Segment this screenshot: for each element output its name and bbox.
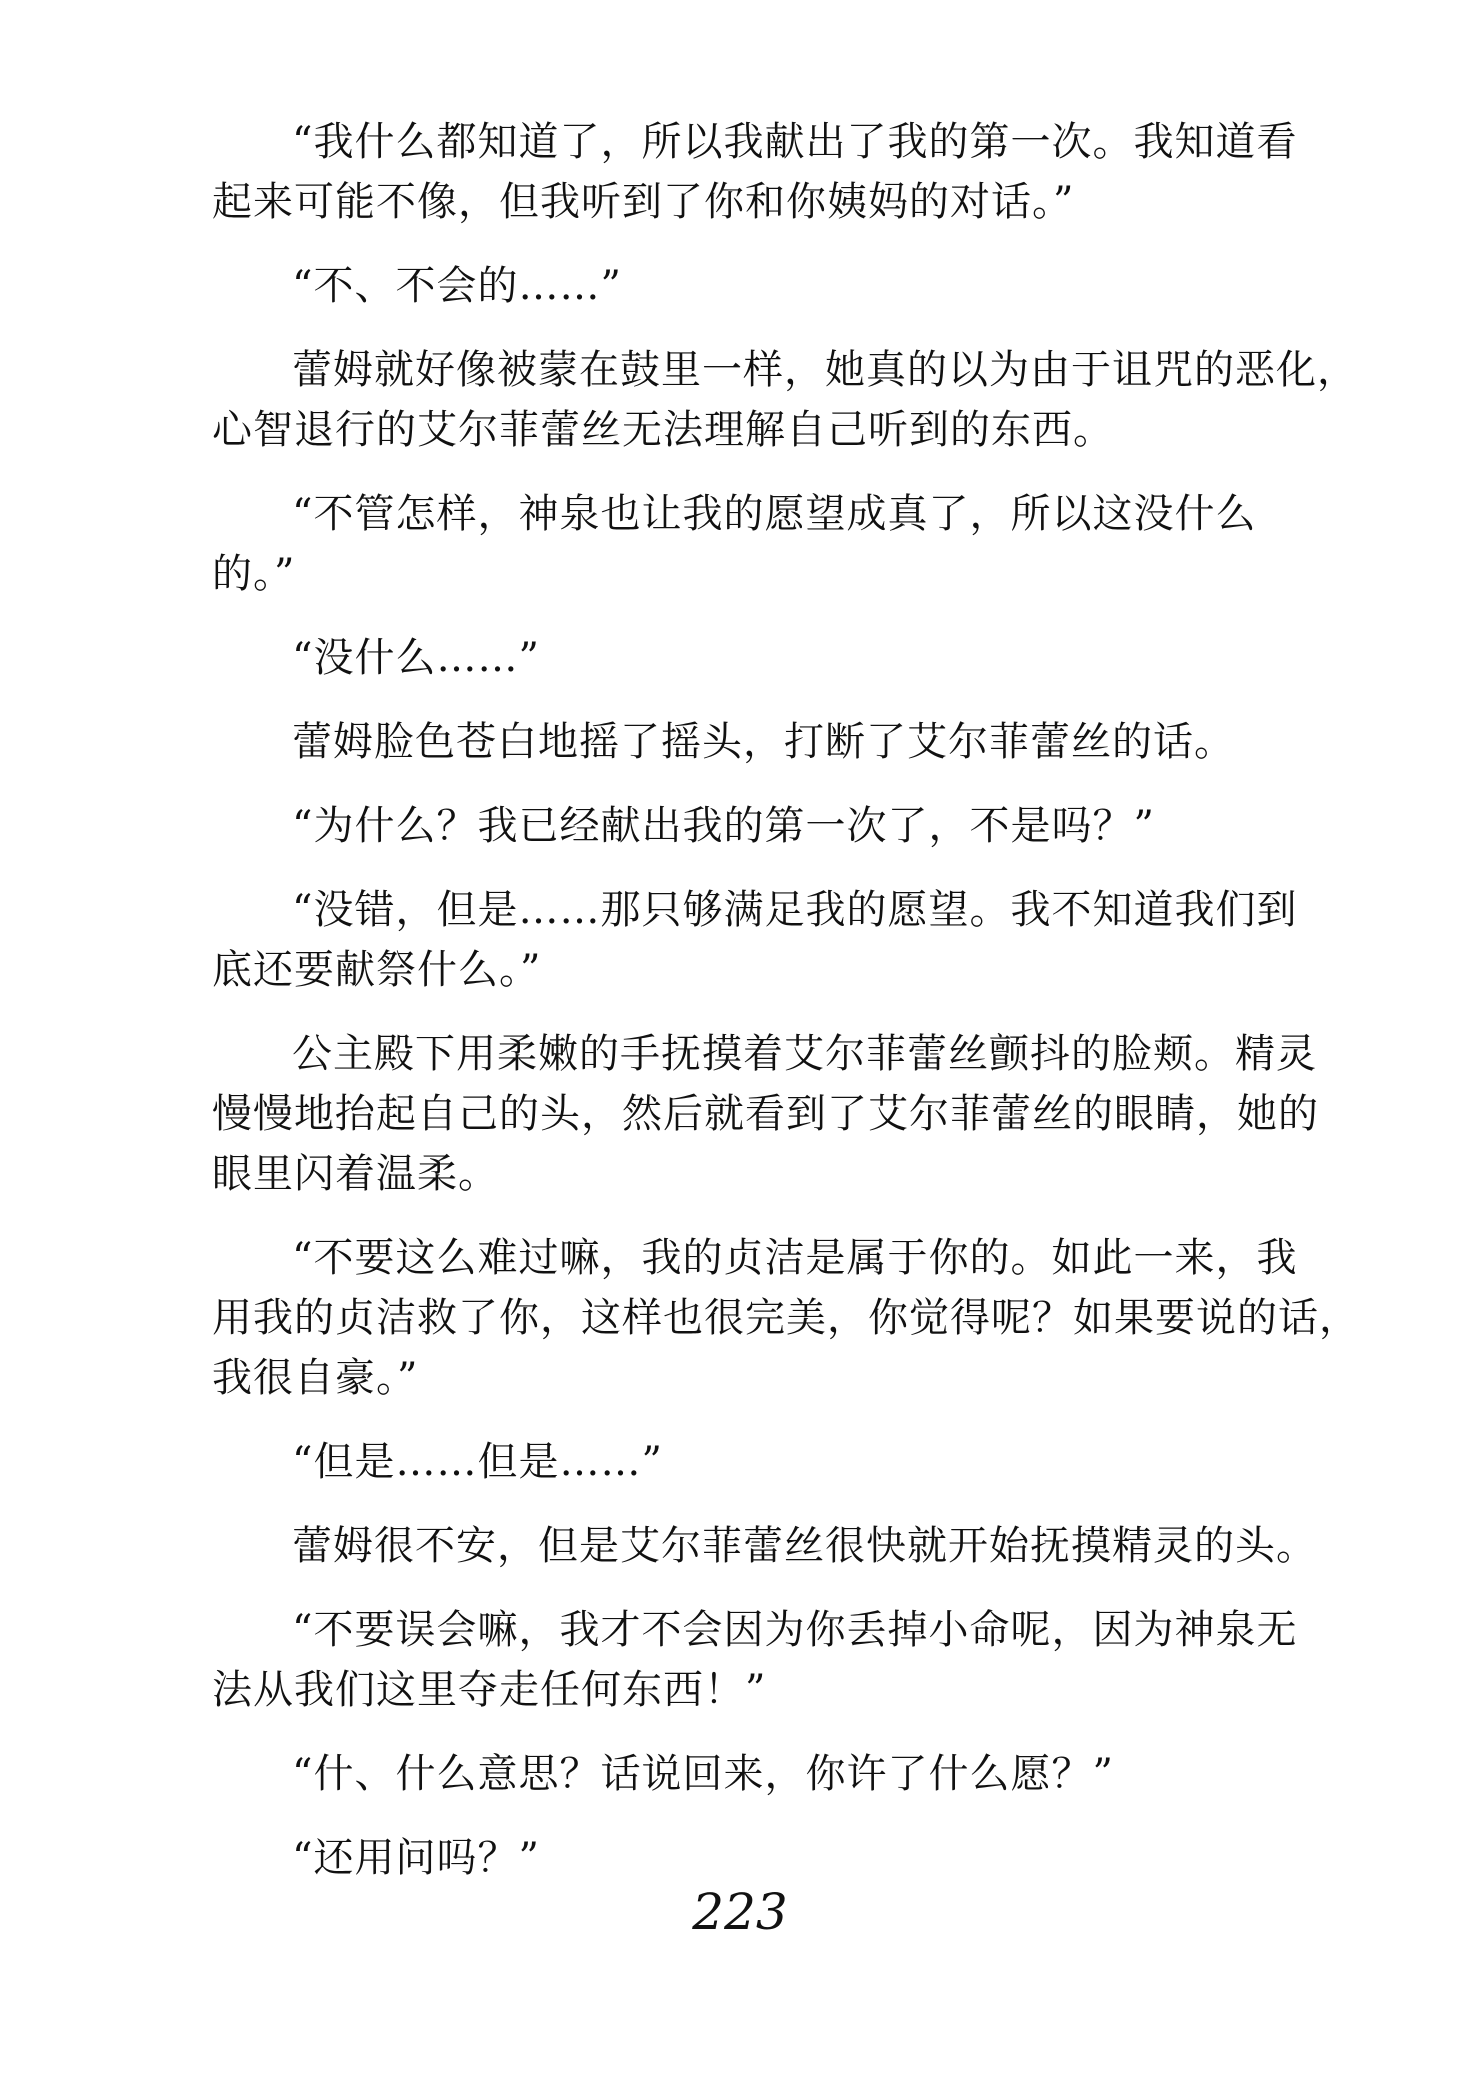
- paragraph: 蕾姆就好像被蒙在鼓里一样，她真的以为由于诅咒的恶化， 心智退行的艾尔菲蕾丝无法理解自己听到的东西。: [212, 347, 1358, 453]
- paragraph: “我什么都知道了，所以我献出了我的第一次。我知道看 起来可能不像，但我听到了你和你姨妈的对话。”: [212, 119, 1298, 225]
- paragraph: “什、什么意思？话说回来，你许了什么愿？”: [292, 1751, 1114, 1797]
- paragraph: “但是……但是……”: [292, 1439, 663, 1485]
- paragraph: “没什么……”: [292, 635, 540, 681]
- paragraph: 蕾姆脸色苍白地摇了摇头，打断了艾尔菲蕾丝的话。: [292, 719, 1235, 765]
- paragraph: “没错，但是……那只够满足我的愿望。我不知道我们到 底还要献祭什么。”: [212, 887, 1298, 993]
- paragraph: 蕾姆很不安，但是艾尔菲蕾丝很快就开始抚摸精灵的头。: [292, 1523, 1317, 1569]
- paragraph: “不要误会嘛，我才不会因为你丢掉小命呢，因为神泉无 法从我们这里夺走任何东西！”: [212, 1607, 1298, 1713]
- paragraph: “还用问吗？”: [292, 1835, 540, 1881]
- paragraph: “不管怎样，神泉也让我的愿望成真了，所以这没什么 的。”: [212, 491, 1257, 597]
- page-number: 223: [692, 1883, 788, 1941]
- paragraph: “不、不会的……”: [292, 263, 622, 309]
- paragraph: “为什么？我已经献出我的第一次了，不是吗？”: [292, 803, 1155, 849]
- paragraph: “不要这么难过嘛，我的贞洁是属于你的。如此一来，我 用我的贞洁救了你，这样也很完美，你觉得呢？如果要说的话， 我很自豪。”: [212, 1235, 1360, 1401]
- page-body: [212, 112, 1387, 1912]
- paragraph: 公主殿下用柔嫩的手抚摸着艾尔菲蕾丝颤抖的脸颊。精灵 慢慢地抬起自己的头，然后就看到了艾尔菲蕾丝的眼睛，她的 眼里闪着温柔。: [212, 1031, 1319, 1197]
